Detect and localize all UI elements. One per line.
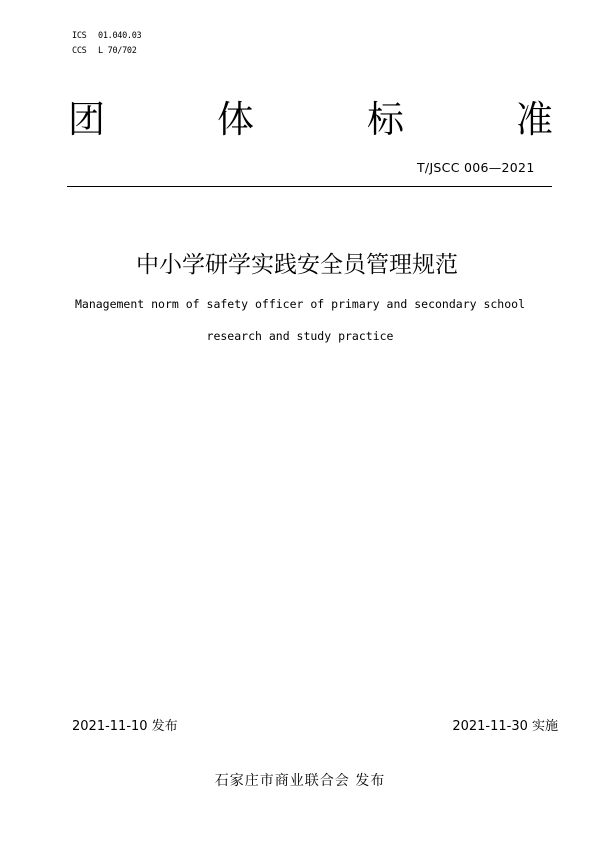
divider (67, 186, 552, 187)
publisher: 石家庄市商业联合会 发布 (214, 773, 386, 789)
ics-code (72, 29, 141, 44)
standard-number: T/JSCC 006—2021 (417, 160, 535, 175)
title-chinese: 中小学研学实践安全员管理规范 (136, 252, 458, 278)
classification-codes (72, 29, 141, 59)
doc-type-char: 团 (68, 98, 105, 141)
ics-value: 01.040.03 (98, 31, 142, 41)
title-english-line2: research and study practice (206, 329, 394, 343)
effective-date: 2021-11-30 实施 (452, 719, 558, 734)
ccs-value: L 70/702 (98, 46, 137, 56)
ccs-label: CCS (72, 46, 87, 56)
ccs-code (72, 44, 141, 59)
ics-label: ICS (72, 31, 87, 41)
title-english-line1: Management norm of safety officer of primary and secondary school (74, 297, 526, 311)
publish-date: 2021-11-10 发布 (72, 719, 178, 734)
doc-type-char: 体 (217, 98, 254, 141)
doc-type-char: 标 (367, 98, 404, 141)
doc-type-char: 准 (516, 98, 553, 141)
